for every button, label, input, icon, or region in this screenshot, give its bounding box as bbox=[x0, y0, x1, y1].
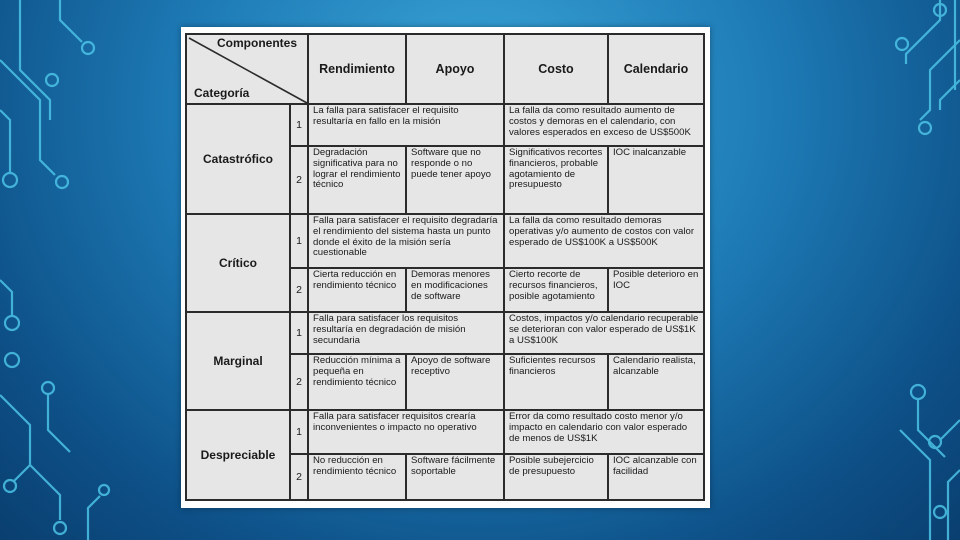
header-rendimiento: Rendimiento bbox=[308, 34, 406, 104]
cost-schedule-merged-cell: Error da como resultado costo menor y/o impacto en calendario con valor esperado de menos de US$1K bbox=[504, 410, 704, 454]
cost-cell: Suficientes recursos financieros bbox=[504, 354, 608, 410]
category-despreciable: Despreciable bbox=[186, 410, 290, 500]
level-number: 2 bbox=[290, 454, 308, 500]
components-label: Componentes bbox=[217, 36, 298, 50]
performance-support-merged-cell: La falla para satisfacer el requisito resultaría en fallo en la misión bbox=[308, 104, 504, 146]
category-label: Categoría bbox=[194, 86, 250, 101]
level-number: 1 bbox=[290, 104, 308, 146]
cost-cell: Significativos recortes financieros, probable agotamiento de presupuesto bbox=[504, 146, 608, 214]
risk-impact-table bbox=[185, 33, 705, 501]
support-cell: Software que no responde o no puede tener apoyo bbox=[406, 146, 504, 214]
level-number: 1 bbox=[290, 312, 308, 354]
header-apoyo: Apoyo bbox=[406, 34, 504, 104]
cost-schedule-merged-cell: Costos, impactos y/o calendario recuperable se deterioran con valor esperado de US$1K a US$100K bbox=[504, 312, 704, 354]
level-number: 1 bbox=[290, 410, 308, 454]
schedule-cell: Calendario realista, alcanzable bbox=[608, 354, 704, 410]
performance-cell: No reducción en rendimiento técnico bbox=[308, 454, 406, 500]
support-cell: Demoras menores en modificaciones de software bbox=[406, 268, 504, 312]
level-number: 1 bbox=[290, 214, 308, 268]
performance-support-merged-cell: Falla para satisfacer los requisitos resultaría en degradación de misión secundaria bbox=[308, 312, 504, 354]
corner-header-cell bbox=[186, 34, 308, 104]
cost-schedule-merged-cell: La falla da como resultado aumento de costos y demoras en el calendario, con valores esperados en exceso de US$500K bbox=[504, 104, 704, 146]
performance-support-merged-cell: Falla para satisfacer requisitos crearía inconvenientes o impacto no operativo bbox=[308, 410, 504, 454]
category-marginal: Marginal bbox=[186, 312, 290, 410]
schedule-cell: IOC inalcanzable bbox=[608, 146, 704, 214]
cost-cell: Cierto recorte de recursos financieros, posible agotamiento bbox=[504, 268, 608, 312]
cost-cell: Posible subejercicio de presupuesto bbox=[504, 454, 608, 500]
performance-cell: Reducción mínima a pequeña en rendimiento técnico bbox=[308, 354, 406, 410]
header-costo: Costo bbox=[504, 34, 608, 104]
level-number: 2 bbox=[290, 354, 308, 410]
performance-cell: Cierta reducción en rendimiento técnico bbox=[308, 268, 406, 312]
performance-cell: Degradación significativa para no lograr el rendimiento técnico bbox=[308, 146, 406, 214]
level-number: 2 bbox=[290, 268, 308, 312]
performance-support-merged-cell: Falla para satisfacer el requisito degradaría el rendimiento del sistema hasta un punto donde el éxito de la misión sería cuestionable bbox=[308, 214, 504, 268]
cost-schedule-merged-cell: La falla da como resultado demoras operativas y/o aumento de costos con valor esperado de US$100K a US$500K bbox=[504, 214, 704, 268]
risk-table-card bbox=[181, 27, 710, 508]
level-number: 2 bbox=[290, 146, 308, 214]
schedule-cell: Posible deterioro en IOC bbox=[608, 268, 704, 312]
support-cell: Apoyo de software receptivo bbox=[406, 354, 504, 410]
category-critico: Crítico bbox=[186, 214, 290, 312]
category-catastrofico: Catastrófico bbox=[186, 104, 290, 214]
support-cell: Software fácilmente soportable bbox=[406, 454, 504, 500]
header-calendario: Calendario bbox=[608, 34, 704, 104]
schedule-cell: IOC alcanzable con facilidad bbox=[608, 454, 704, 500]
